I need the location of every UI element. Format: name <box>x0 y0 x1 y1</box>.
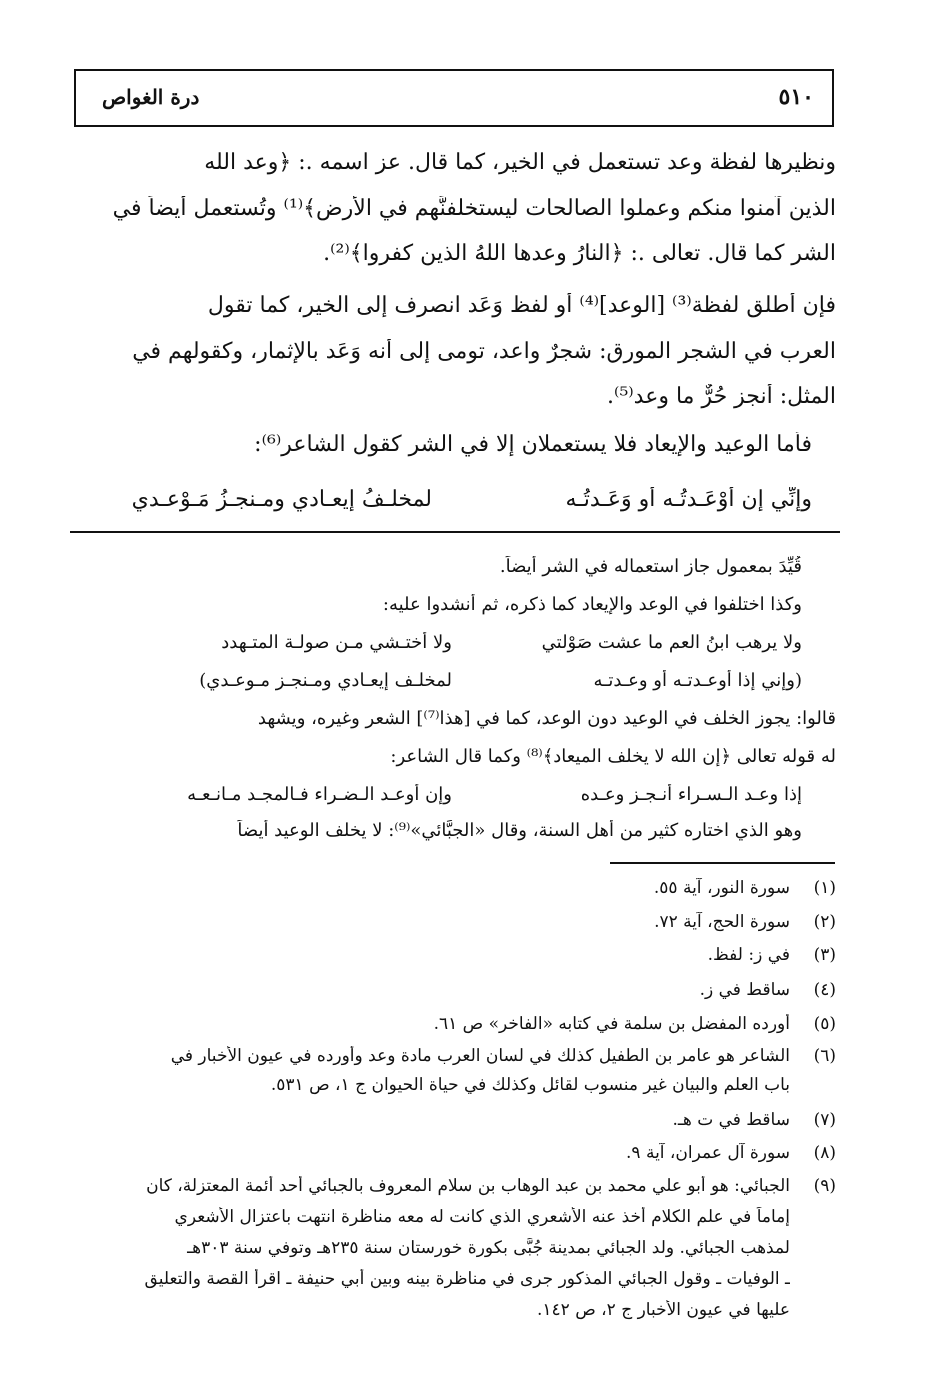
main-line: المثل: أنجز حُرٌّ ما وعد⁽⁵⁾. <box>607 384 836 409</box>
footnote-number: (٧) <box>813 1110 836 1130</box>
footnote-number: (٩) <box>813 1176 836 1196</box>
footnote-text: الجبائي: هو أبو علي محمد بن عبد الوهاب بن سلام المعروف بالجبائي أحد أئمة المعتزلة، كان <box>146 1176 790 1196</box>
footnote-text: سورة آل عمران، آية ٩. <box>626 1143 790 1163</box>
main-line: الذين آمنوا منكم وعملوا الصالحات ليستخلفنَّهم في الأرض﴾⁽¹⁾ وتُستعمل أيضاً في <box>112 196 836 221</box>
verse-hemistich-1: (وإني إذا أوعـدتـه أو وعـدتـه <box>593 670 802 691</box>
verse-hemistich-1: ولا يرهب ابنُ العم ما عشت صَوْلتي <box>541 632 802 653</box>
footnote-text: ساقط في ت هـ. <box>672 1110 790 1130</box>
footnote-text: سورة النور، آية ٥٥. <box>653 878 790 898</box>
footnote-text: أورده المفضل بن سلمة في كتابه «الفاخر» ص ٦١. <box>433 1014 790 1034</box>
footnote-text: إماماً في علم الكلام أخذ عنه الأشعري الذي كانت له معه مناظرة انتهت باعتزال الأشعري <box>174 1207 790 1227</box>
footnote-number: (٦) <box>813 1046 836 1066</box>
footnote-text: سورة الحج، آية ٧٢. <box>654 912 790 932</box>
verse-hemistich-1: وإنِّي إن أوْعَـدتُـه أو وَعَـدتُـه <box>565 487 812 512</box>
annotation-line: قُيِّدَ بمعمول جاز استعماله في الشر أيضاً. <box>499 556 802 577</box>
verse-hemistich-2: وإن أوعـد الـضـراء فـالمجـد مـانـعـه <box>187 784 452 805</box>
footnote-number: (٤) <box>813 980 836 1000</box>
footnote-text: ـ الوفيات ـ وقول الجبائي المذكور جرى في مناظرة بينه وبين أبي حنيفة ـ اقرأ القصة والتعليق <box>144 1269 790 1289</box>
page-header <box>74 69 834 127</box>
footnote-text: عليها في عيون الأخبار ج ٢، ص ١٤٢. <box>536 1300 790 1320</box>
book-title: درة الغواص <box>102 85 200 109</box>
footnote-text: ساقط في ز. <box>699 980 790 1000</box>
footnote-number: (١) <box>813 878 836 898</box>
footnote-text: في ز: لفظ. <box>707 945 790 965</box>
footnote-text: باب العلم والبيان غير منسوب لقائل وكذلك في حياة الحيوان ج ١، ص ٥٣١. <box>270 1075 790 1095</box>
main-divider <box>70 531 840 533</box>
verse-hemistich-2: لمخلـف إيعـادي ومـنجـز مـوعـدي) <box>199 670 452 691</box>
main-line: فإن أُطلق لفظة⁽³⁾ [الوعد]⁽⁴⁾ أو لفظ وَعَد انصرف إلى الخير، كما تقول <box>207 293 836 318</box>
main-line: الشر كما قال. تعالى .: ﴿النارُ وعدها اللهُ الذين كفروا﴾⁽²⁾. <box>323 241 836 266</box>
main-line: ونظيرها لفظة وعد تستعمل في الخير، كما قال. عز اسمه .: ﴿وعد الله <box>204 150 836 175</box>
verse-hemistich-2: ولا أختـشي مـن صولـة المتـهدد <box>221 632 452 653</box>
page-number: ٥١٠ <box>778 84 814 110</box>
footnote-divider <box>610 862 835 864</box>
main-line: العرب في الشجر المورق: شجرٌ واعد، تومى إلى أنه وَعَد بالإثمار، وكقولهم في <box>132 339 836 364</box>
main-line: فأما الوعيد والإيعاد فلا يستعملان إلا في الشر كقول الشاعر⁽⁶⁾: <box>254 432 812 457</box>
footnote-number: (٢) <box>813 912 836 932</box>
annotation-line: له قوله تعالى ﴿إن الله لا يخلف الميعاد﴾⁽⁸⁾ وكما قال الشاعر: <box>390 746 836 767</box>
annotation-line: قالوا: يجوز الخلف في الوعيد دون الوعد، كما في [هذا⁽⁷⁾] الشعر وغيره، ويشهد <box>257 708 836 729</box>
footnote-number: (٨) <box>813 1143 836 1163</box>
verse-hemistich-1: إذا وعـد الـسـراء أنـجـز وعـده <box>580 784 802 805</box>
annotation-line: وكذا اختلفوا في الوعد والإيعاد كما ذكره، ثم أنشدوا عليه: <box>382 594 802 615</box>
verse-hemistich-2: لمخلـفُ إيعـادي ومـنجـزُ مَـوْعـدي <box>131 487 432 512</box>
footnote-number: (٥) <box>813 1014 836 1034</box>
annotation-line: وهو الذي اختاره كثير من أهل السنة، وقال «الجبَّائي»⁽⁹⁾: لا يخلف الوعيد أيضاً <box>237 820 802 841</box>
footnote-text: لمذهب الجبائي. ولد الجبائي بمدينة جُبَّى بكورة خورستان سنة ٢٣٥هـ وتوفي سنة ٣٠٣هـ <box>187 1238 790 1258</box>
footnote-text: الشاعر هو عامر بن الطفيل كذلك في لسان العرب مادة وعد وأورده في عيون الأخبار في <box>170 1046 790 1066</box>
footnote-number: (٣) <box>813 945 836 965</box>
